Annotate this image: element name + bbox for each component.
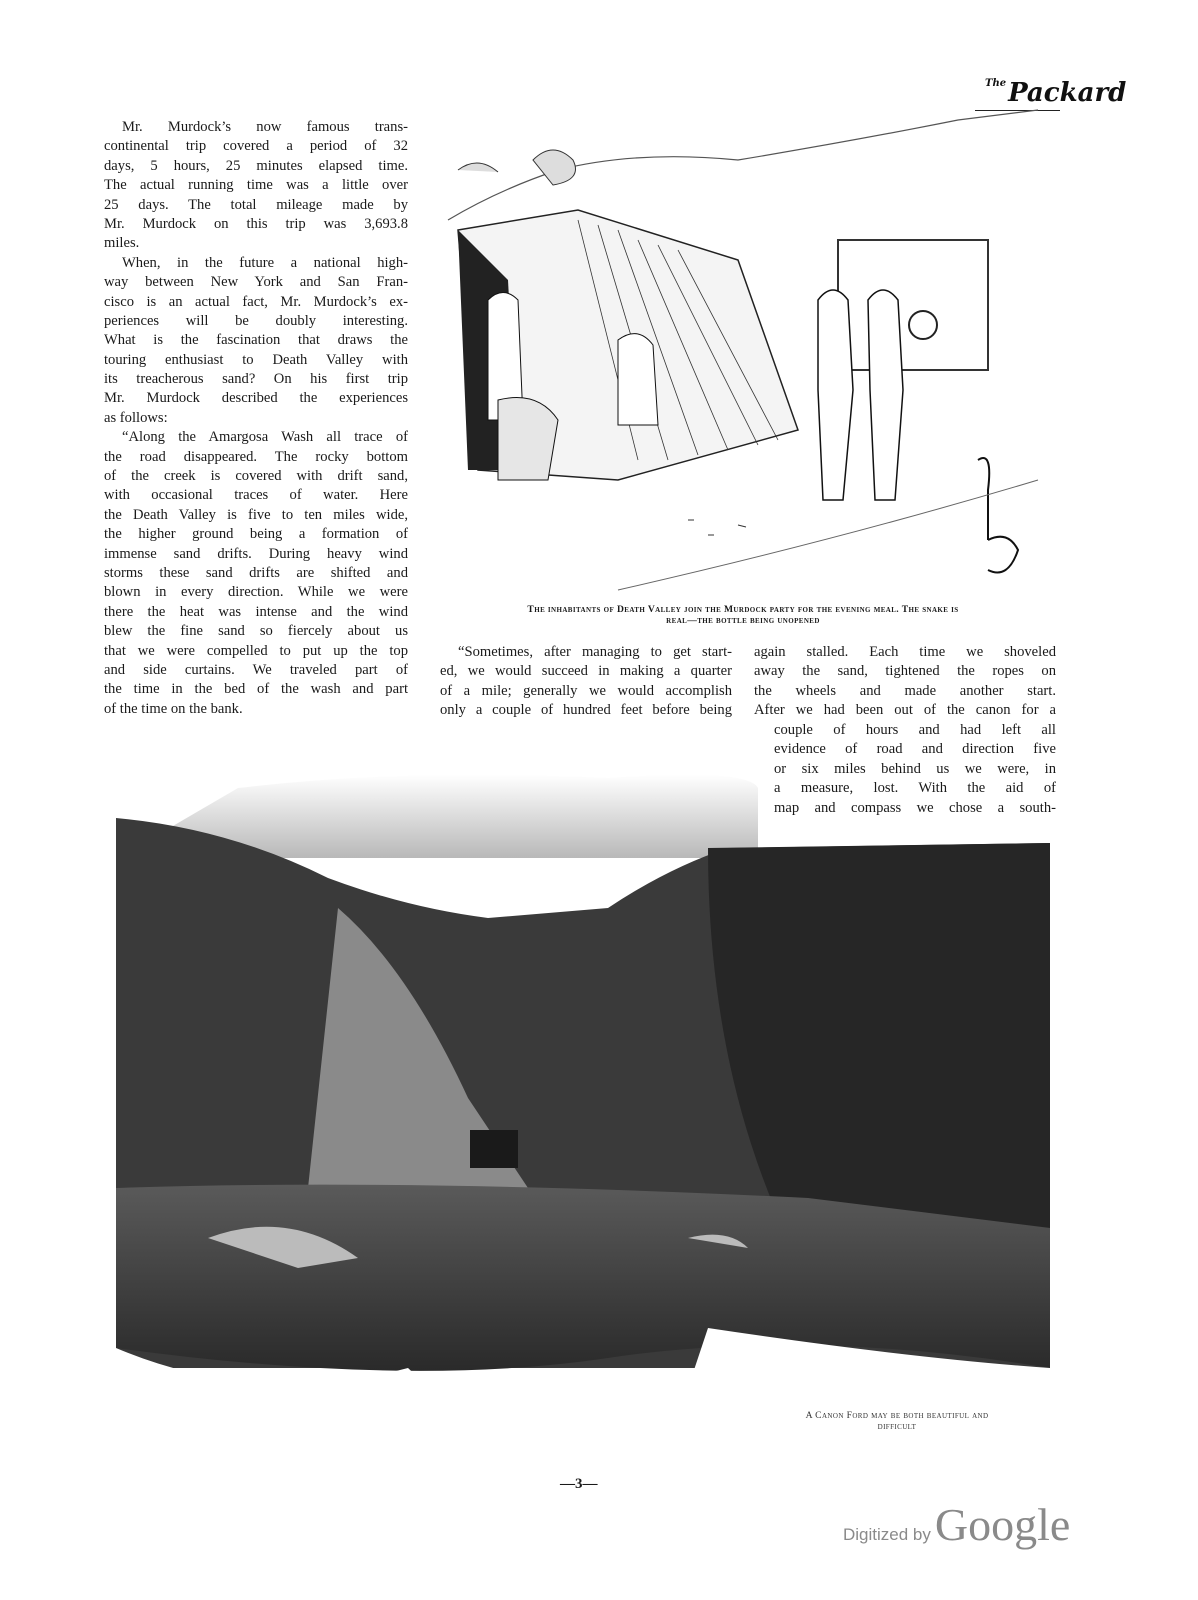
text-line: the road disappeared. The rocky bottom [104, 448, 408, 465]
text-line: the higher ground being a formation of [104, 526, 408, 543]
text-line: Mr. Murdock described the experiences [104, 390, 408, 407]
photo-caption [752, 1410, 1042, 1432]
photo-caption-line: difficult [877, 1421, 917, 1432]
logo-prefix: The [985, 78, 1007, 89]
illustration-caption [428, 604, 1058, 626]
text-line: “Along the Amargosa Wash all trace of [122, 429, 408, 446]
right-column [754, 643, 1056, 721]
text-line: periences will be doubly interesting. [104, 312, 408, 329]
text-line: cisco is an actual fact, Mr. Murdock’s ex- [104, 293, 408, 310]
left-column [104, 118, 408, 719]
text-line: its treacherous sand? On his first trip [104, 371, 408, 388]
text-line: map and compass we chose a south- [774, 799, 1056, 816]
text-line: immense sand drifts. During heavy wind [104, 545, 408, 562]
text-line: there the heat was intense and the wind [104, 603, 408, 620]
watermark-prefix: Digitized by [843, 1525, 931, 1544]
text-line: Mr. Murdock on this trip was 3,693.8 [104, 215, 408, 232]
text-line: touring enthusiast to Death Valley with [104, 351, 408, 368]
text-line: again stalled. Each time we shoveled [754, 644, 1056, 660]
text-line: miles. [104, 235, 140, 252]
camp-illustration [438, 100, 1060, 605]
logo-text: Packard [1008, 78, 1127, 108]
illustration-caption-line: real—the bottle being unopened [666, 615, 820, 626]
text-line: The actual running time was a little over [104, 177, 408, 194]
text-line: couple of hours and had left all [774, 722, 1056, 738]
text-line: blown in every direction. While we were [104, 584, 408, 601]
text-line: the Death Valley is five to ten miles wide, [104, 506, 408, 523]
canon-ford-photo [108, 768, 1056, 1448]
text-line: After we had been out of the canon for a [754, 702, 1056, 719]
text-line: the wheels and made another start. [754, 682, 1056, 699]
text-line: of the creek is covered with drift sand, [104, 468, 408, 485]
text-line: Mr. Murdock’s now famous trans- [122, 119, 408, 135]
text-line: blew the fine sand so fiercely about us [104, 623, 408, 640]
middle-column [440, 643, 732, 721]
text-line: 25 days. The total mileage made by [104, 196, 408, 213]
text-line: only a couple of hundred feet before being [440, 702, 732, 719]
text-line: away the sand, tightened the ropes on [754, 663, 1056, 680]
text-line: of a mile; generally we would accomplish [440, 682, 732, 699]
text-line: and side curtains. We traveled part of [104, 661, 408, 678]
text-line: days, 5 hours, 25 minutes elapsed time. [104, 157, 408, 174]
text-line: storms these sand drifts are shifted and [104, 564, 408, 581]
text-line: or six miles behind us we were, in [774, 760, 1056, 777]
text-line: the time in the bed of the wash and part [104, 681, 408, 698]
text-line: “Sometimes, after managing to get start- [458, 644, 732, 660]
text-line: of the time on the bank. [104, 700, 243, 717]
google-watermark [843, 1498, 1070, 1551]
text-line: evidence of road and direction five [774, 741, 1056, 758]
text-line: way between New York and San Fran- [104, 274, 408, 291]
text-line: that we were compelled to put up the top [104, 642, 408, 659]
watermark-brand: Google [934, 1499, 1071, 1550]
text-line: with occasional traces of water. Here [104, 487, 408, 504]
text-line: as follows: [104, 409, 168, 426]
text-line: ed, we would succeed in making a quarter [440, 663, 732, 680]
text-line: continental trip covered a period of 32 [104, 138, 408, 155]
illustration-caption-line: The inhabitants of Death Valley join the Murdock party for the evening meal. The snake is [527, 604, 959, 615]
text-line: When, in the future a national high- [122, 254, 408, 271]
text-line: a measure, lost. With the aid of [774, 780, 1056, 797]
text-line: What is the fascination that draws the [104, 332, 408, 349]
page-number: —3— [560, 1476, 598, 1492]
photo-caption-line: A Canon Ford may be both beautiful and [805, 1410, 989, 1421]
